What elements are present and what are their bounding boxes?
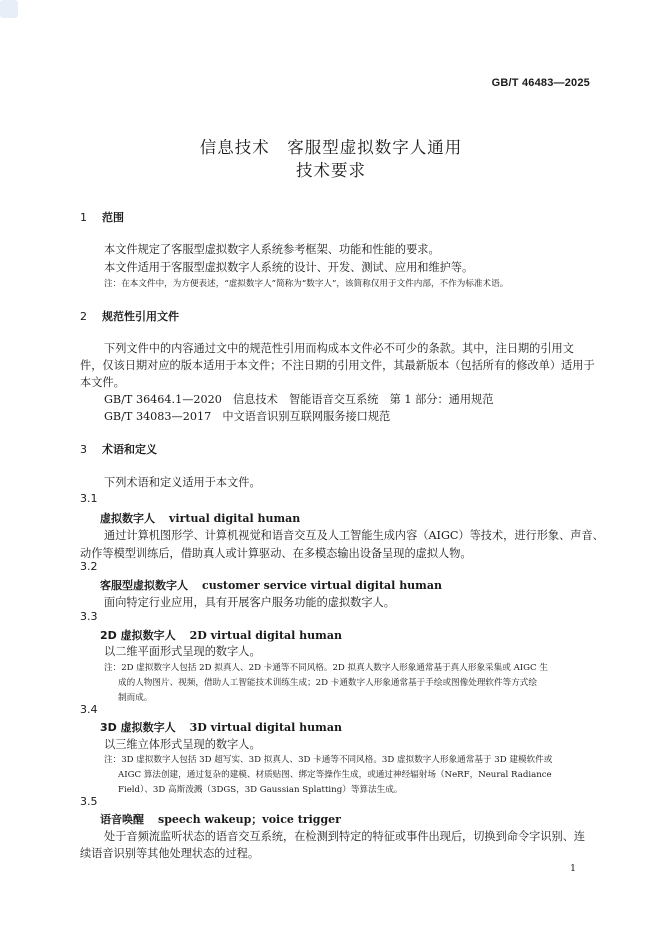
standard-number: GB/T 46483—2025 xyxy=(491,77,590,89)
note: Field）、3D 高斯泼溅（3DGS，3D Gaussian Splatting）等算法生成。 xyxy=(118,785,403,795)
term-definition: 处于音频流监听状态的语音交互系统，在检测到特定的特征或事件出现后，切换到命令字识别、连 xyxy=(104,830,586,843)
term-zh: 语音唤醒 xyxy=(100,813,144,826)
term-heading xyxy=(100,577,442,593)
term-number: 3.5 xyxy=(80,795,98,808)
term-heading xyxy=(100,811,341,827)
term-heading xyxy=(100,627,342,643)
section-title: 范围 xyxy=(102,211,124,224)
term-en: 3D virtual digital human xyxy=(189,721,342,734)
doc-title-line1: 信息技术 客服型虚拟数字人通用 xyxy=(199,138,463,157)
term-number: 3.2 xyxy=(80,560,98,573)
term-definition: 通过计算机图形学、计算机视觉和语音交互及人工智能生成内容（AIGC）等技术，进行形象、声音、 xyxy=(104,529,604,542)
section-title: 术语和定义 xyxy=(102,443,157,456)
note: AIGC 算法创建，通过复杂的建模、材质贴图、绑定等操作生成，或通过神经辐射场（NeRF，Neural Radiance xyxy=(118,770,552,780)
watermark-icon xyxy=(0,0,18,18)
term-zh: 2D 虚拟数字人 xyxy=(100,629,176,642)
note: 注：在本文件中，为方便表述，“虚拟数字人”简称为“数字人”，该简称仅用于文件内部，不作为标准术语。 xyxy=(104,279,509,289)
reference-item: GB/T 36464.1—2020 信息技术 智能语音交互系统 第 1 部分：通用规范 xyxy=(104,393,494,406)
section-number: 2 xyxy=(80,310,87,323)
term-heading xyxy=(100,719,342,735)
term-definition: 面向特定行业应用，具有开展客户服务功能的虚拟数字人。 xyxy=(104,596,395,609)
term-heading xyxy=(100,510,300,526)
term-en: customer service virtual digital human xyxy=(202,579,442,592)
term-number: 3.1 xyxy=(80,492,98,505)
term-zh: 虚拟数字人 xyxy=(100,512,155,525)
term-zh: 3D 虚拟数字人 xyxy=(100,721,176,734)
paragraph: 件，仅该日期对应的版本适用于本文件；不注日期的引用文件，其最新版本（包括所有的修改单）适用于 xyxy=(80,359,595,372)
section-1-heading xyxy=(80,209,124,225)
reference-item: GB/T 34083—2017 中文语音识别互联网服务接口规范 xyxy=(104,410,391,423)
term-definition: 续语音识别等其他处理状态的过程。 xyxy=(80,847,260,860)
paragraph: 下列文件中的内容通过文中的规范性引用而构成本文件必不可少的条款。其中，注日期的引用文 xyxy=(104,342,574,355)
paragraph: 下列术语和定义适用于本文件。 xyxy=(104,476,261,489)
note: 成的人物图片、视频，借助人工智能技术训练生成；2D 卡通数字人形象通常基于手绘或图像处理软件等方式绘 xyxy=(118,678,537,688)
note: 制而成。 xyxy=(118,693,153,703)
note: 注：2D 虚拟数字人包括 2D 拟真人、2D 卡通等不同风格。2D 拟真人数字人形象通常基于真人形象采集或 AIGC 生 xyxy=(104,663,548,673)
note: 注：3D 虚拟数字人包括 3D 超写实、3D 拟真人、3D 卡通等不同风格。3D 虚拟数字人形象通常基于 3D 建模软件或 xyxy=(104,755,553,765)
section-2-heading xyxy=(80,308,179,324)
term-definition: 以二维平面形式呈现的数字人。 xyxy=(104,645,261,658)
term-number: 3.4 xyxy=(80,703,98,716)
section-number: 1 xyxy=(80,211,87,224)
section-number: 3 xyxy=(80,443,87,456)
term-en: 2D virtual digital human xyxy=(189,629,342,642)
term-definition: 以三维立体形式呈现的数字人。 xyxy=(104,738,261,751)
paragraph: 本文件规定了客服型虚拟数字人系统参考框架、功能和性能的要求。 xyxy=(104,243,440,256)
page-number: 1 xyxy=(569,863,576,874)
section-3-heading xyxy=(80,441,157,457)
doc-title-line2: 技术要求 xyxy=(296,161,366,180)
term-en: virtual digital human xyxy=(169,512,301,525)
section-title: 规范性引用文件 xyxy=(102,310,179,323)
term-zh: 客服型虚拟数字人 xyxy=(100,579,188,592)
term-number: 3.3 xyxy=(80,610,98,623)
term-definition: 动作等模型训练后，借助真人或计算驱动、在多模态输出设备呈现的虚拟人物。 xyxy=(80,547,472,560)
paragraph: 本文件适用于客服型虚拟数字人系统的设计、开发、测试、应用和维护等。 xyxy=(104,261,474,274)
paragraph: 本文件。 xyxy=(80,376,125,389)
term-en: speech wakeup；voice trigger xyxy=(158,813,341,826)
